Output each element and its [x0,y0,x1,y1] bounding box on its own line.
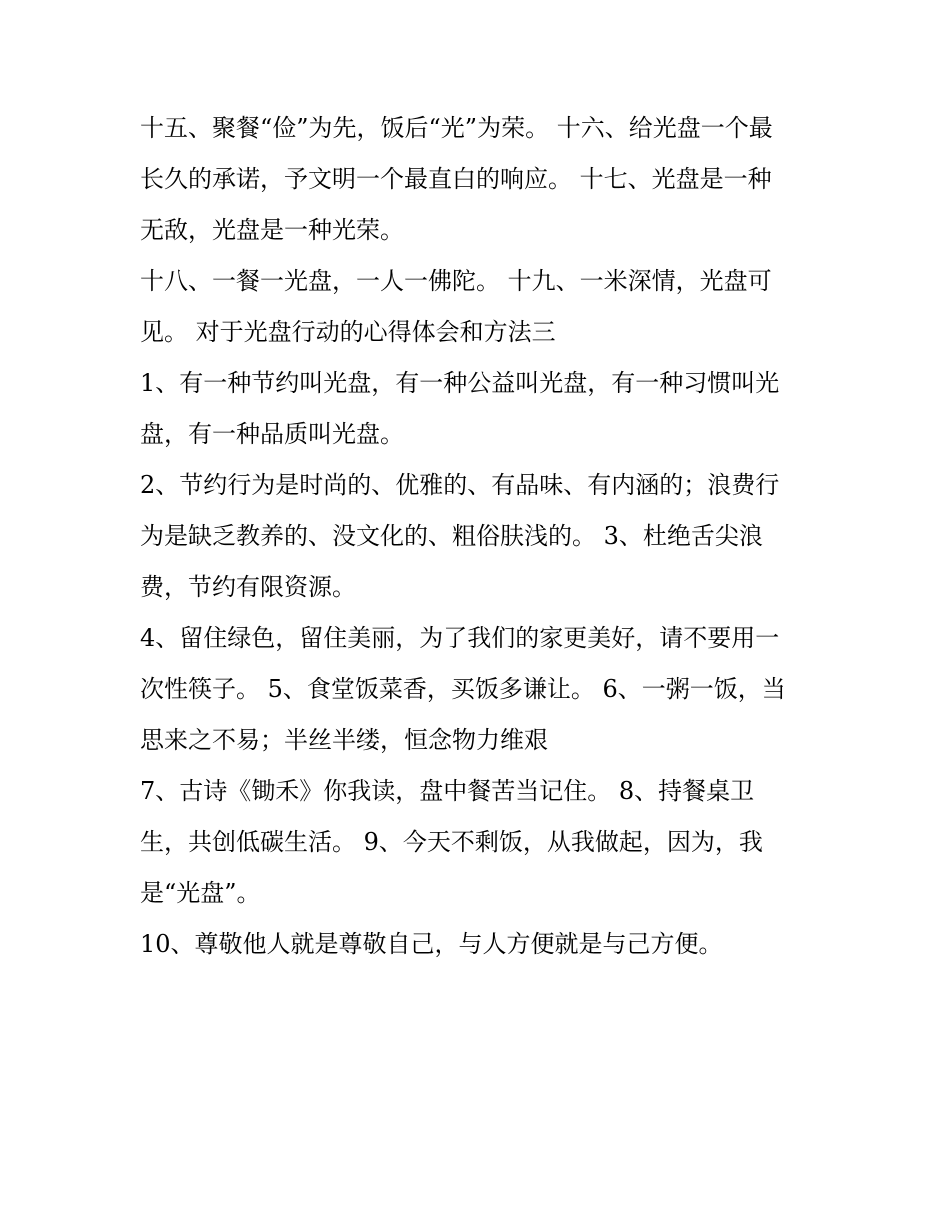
text-line: 费，节约有限资源。 [140,573,356,601]
text-line: 十八、一餐一光盘，一人一佛陀。 十九、一米深情，光盘可 [140,267,772,295]
text-line: 十五、聚餐“俭”为先，饭后“光”为荣。 十六、给光盘一个最 [140,114,773,142]
text-line: 2、节约行为是时尚的、优雅的、有品味、有内涵的；浪费行 [140,471,780,499]
text-line: 7、古诗《锄禾》你我读，盘中餐苦当记住。 8、持餐桌卫 [140,777,755,805]
text-line: 4、留住绿色，留住美丽，为了我们的家更美好，请不要用一 [140,624,780,652]
text-line: 思来之不易；半丝半缕，恒念物力维艰 [140,726,548,754]
text-line: 为是缺乏教养的、没文化的、粗俗肤浅的。 3、杜绝舌尖浪 [140,522,763,550]
text-line: 见。 对于光盘行动的心得体会和方法三 [140,318,556,346]
document-body [140,103,820,970]
text-line: 长久的承诺，予文明一个最直白的响应。 十七、光盘是一种 [140,165,772,193]
text-line: 无敌，光盘是一种光荣。 [140,216,404,244]
text-line: 生，共创低碳生活。 9、今天不剩饭，从我做起，因为，我 [140,828,763,856]
text-line: 是“光盘”。 [140,879,261,907]
text-line: 1、有一种节约叫光盘，有一种公益叫光盘，有一种习惯叫光 [140,369,780,397]
text-line: 次性筷子。 5、食堂饭菜香，买饭多谦让。 6、一粥一饭，当 [140,675,786,703]
text-line: 10、尊敬他人就是尊敬自己，与人方便就是与己方便。 [140,930,723,958]
text-line: 盘，有一种品质叫光盘。 [140,420,404,448]
